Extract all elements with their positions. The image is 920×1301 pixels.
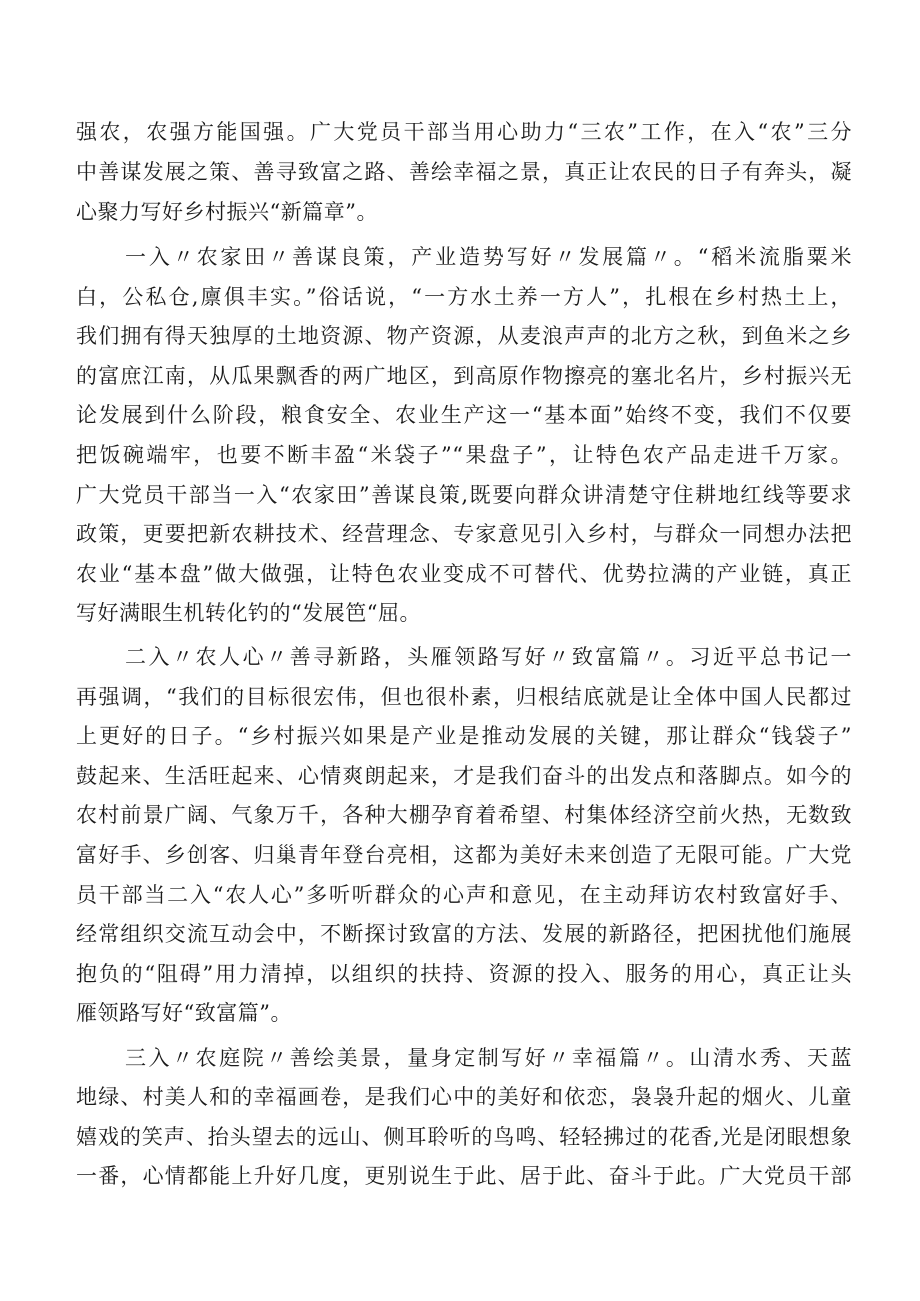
text-line: 嬉戏的笑声、抬头望去的远山、侧耳聆听的鸟鸣、轻轻拂过的花香,光是闭眼想象 bbox=[76, 1125, 852, 1149]
text-line: 农村前景广阔、气象万千，各种大棚孕育着希望、村集体经济空前火热，无数致 bbox=[76, 803, 852, 827]
text-line: 员干部当二入“农人心”多听听群众的心声和意见，在主动拜访农村致富好手、 bbox=[76, 883, 852, 907]
text-line: 经常组织交流互动会中，不断探讨致富的方法、发展的新路径，把困扰他们施展 bbox=[76, 922, 852, 946]
text-line: 抱负的“阻碍”用力清掉，以组织的扶持、资源的投入、服务的用心，真正让头 bbox=[76, 962, 852, 986]
text-line: 再强调，“我们的目标很宏伟，但也很朴素，归根结底就是让全体中国人民都过 bbox=[76, 685, 852, 709]
text-line: 鼓起来、生活旺起来、心情爽朗起来，才是我们奋斗的出发点和落脚点。如今的 bbox=[76, 764, 852, 788]
text-line: 论发展到什么阶段，粮食安全、农业生产这一“基本面”始终不变，我们不仅要 bbox=[76, 403, 852, 427]
text-line: 我们拥有得天独厚的土地资源、物产资源，从麦浪声声的北方之秋，到鱼米之乡 bbox=[76, 324, 852, 348]
text-line: 上更好的日子。“乡村振兴如果是产业是推动发展的关键，那让群众“钱袋子” bbox=[76, 724, 852, 748]
text-line: 广大党员干部当一入“农家田”善谋良策,既要向群众讲清楚守住耕地红线等要求 bbox=[76, 483, 852, 507]
text-line: 富好手、乡创客、归巢青年登台亮相，这都为美好未来创造了无限可能。广大党 bbox=[76, 843, 852, 867]
text-line: 把饭碗端牢，也要不断丰盈“米袋子”“果盘子”，让特色农产品走进千万家。 bbox=[76, 443, 852, 467]
text-line: 雁领路写好“致富篇”。 bbox=[76, 1001, 292, 1025]
text-line: 强农，农强方能国强。广大党员干部当用心助力“三农”工作，在入“农”三分 bbox=[76, 120, 852, 144]
text-line: 写好满眼生机转化钓的“发展笆“屈。 bbox=[76, 601, 421, 625]
text-line: 的富庶江南，从瓜果飘香的两广地区，到高原作物擦亮的塞北名片，乡村振兴无 bbox=[76, 364, 852, 388]
paragraph-heading-line: 一入〃农家田〃善谋良策，产业造势写好〃发展篇〃。“稻米流脂粟米 bbox=[125, 245, 852, 269]
text-line: 农业“基本盘”做大做强，让特色农业变成不可替代、优势拉满的产业链，真正 bbox=[76, 562, 852, 586]
text-line: 白，公私仓,廪俱丰实。”俗话说，“一方水土养一方人”，扎根在乡村热土上， bbox=[76, 285, 852, 309]
paragraph-heading-line: 三入〃农庭院〃善绘美景，量身定制写好〃幸福篇〃。山清水秀、天蓝 bbox=[125, 1046, 852, 1070]
text-line: 中善谋发展之策、善寻致富之路、善绘幸福之景，真正让农民的日子有奔头，凝 bbox=[76, 160, 852, 184]
text-line: 地绿、村美人和的幸福画卷，是我们心中的美好和依恋，袅袅升起的烟火、儿童 bbox=[76, 1085, 852, 1109]
text-line: 心聚力写好乡村振兴“新篇章”。 bbox=[76, 200, 378, 224]
text-line: 政策，更要把新农耕技术、经营理念、专家意见引入乡村，与群众一同想办法把 bbox=[76, 522, 852, 546]
paragraph-heading-line: 二入〃农人心〃善寻新路，头雁领路写好〃致富篇〃。习近平总书记一 bbox=[125, 645, 852, 669]
text-line: 一番，心情都能上升好几度，更别说生于此、居于此、奋斗于此。广大党员干部 bbox=[76, 1164, 852, 1188]
